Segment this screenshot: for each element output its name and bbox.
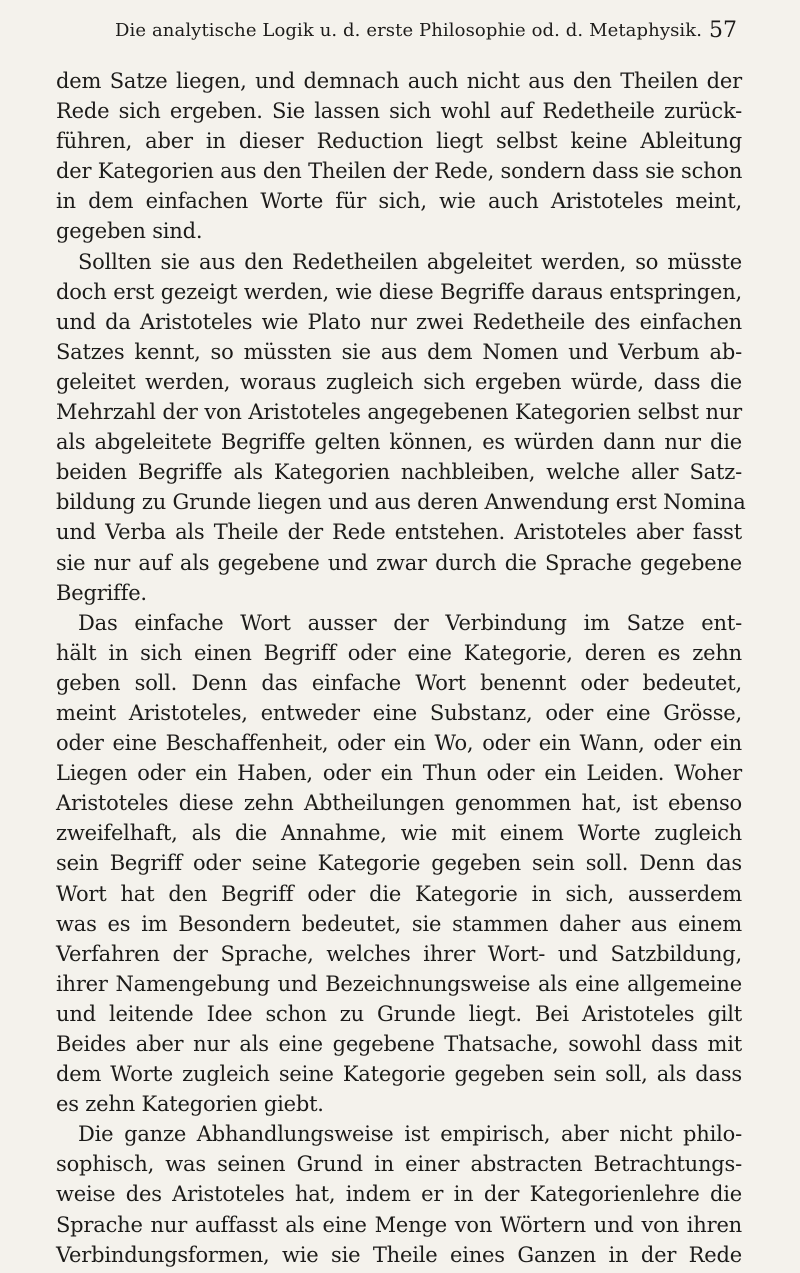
text-line: als abgeleitete Begriffe gelten können, es würden dann nur die	[56, 430, 742, 455]
text-line: Wort hat den Begriff oder die Kategorie in sich, ausserdem	[56, 881, 742, 906]
text-line: es zehn Kategorien giebt.	[56, 1092, 324, 1117]
text-line: Rede sich ergeben. Sie lassen sich wohl auf Redetheile zurück-	[56, 99, 742, 124]
text-line: Beides aber nur als eine gegebene Thatsache, sowohl dass mit	[56, 1032, 742, 1056]
text-line: Sprache nur auffasst als eine Menge von Wörtern und von ihren	[56, 1212, 742, 1237]
text-line: Sollten sie aus den Redetheilen abgeleitet werden, so müsste	[78, 249, 742, 274]
text-line: ihrer Namengebung und Bezeichnungsweise als eine allgemeine	[56, 971, 742, 996]
text-line: und leitende Idee schon zu Grunde liegt. Bei Aristoteles gilt	[56, 1001, 742, 1026]
text-line: sein Begriff oder seine Kategorie gegeben sein soll. Denn das	[56, 851, 742, 876]
text-line: dem Satze liegen, und demnach auch nicht aus den Theilen der	[56, 69, 742, 93]
text-line: Die ganze Abhandlungsweise ist empirisch, aber nicht philo-	[78, 1122, 742, 1147]
text-line: Begriffe.	[56, 580, 147, 605]
text-line: der Kategorien aus den Theilen der Rede, sondern dass sie schon	[56, 159, 743, 184]
text-line: Liegen oder ein Haben, oder ein Thun oder ein Leiden. Woher	[56, 761, 742, 786]
text-line: doch erst gezeigt werden, wie diese Begriffe daraus entspringen,	[56, 279, 742, 304]
text-line: geleitet werden, woraus zugleich sich ergeben würde, dass die	[56, 369, 742, 394]
text-line: sophisch, was seinen Grund in einer abstracten Betrachtungs-	[56, 1152, 742, 1177]
text-line: Das einfache Wort ausser der Verbindung im Satze ent-	[78, 610, 742, 635]
text-line: geben soll. Denn das einfache Wort benennt oder bedeutet,	[56, 670, 742, 695]
text-line: Aristoteles diese zehn Abtheilungen genommen hat, ist ebenso	[56, 791, 742, 816]
text-line: hält in sich einen Begriff oder eine Kategorie, deren es zehn	[56, 640, 742, 665]
text-line: Verbindungsformen, wie sie Theile eines Ganzen in der Rede	[56, 1242, 742, 1267]
text-line: Mehrzahl der von Aristoteles angegebenen Kategorien selbst nur	[56, 400, 742, 425]
running-title: Die analytische Logik u. d. erste Philosophie od. d. Metaphysik.	[115, 20, 703, 41]
text-line: zweifelhaft, als die Annahme, wie mit einem Worte zugleich	[56, 821, 742, 846]
text-line: führen, aber in dieser Reduction liegt selbst keine Ableitung	[56, 129, 742, 154]
text-line: in dem einfachen Worte für sich, wie auch Aristoteles meint,	[56, 189, 742, 214]
text-line: Satzes kennt, so müssten sie aus dem Nomen und Verbum ab-	[56, 339, 742, 364]
text-line: was es im Besondern bedeutet, sie stammen daher aus einem	[56, 911, 742, 936]
text-line: weise des Aristoteles hat, indem er in der Kategorienlehre die	[56, 1182, 742, 1207]
text-line: gegeben sind.	[56, 219, 203, 244]
page-number: 57	[709, 18, 737, 43]
text-line: und da Aristoteles wie Plato nur zwei Redetheile des einfachen	[56, 309, 742, 334]
text-line: oder eine Beschaffenheit, oder ein Wo, oder ein Wann, oder ein	[56, 731, 742, 756]
text-line: dem Worte zugleich seine Kategorie gegeben sein soll, als dass	[56, 1062, 742, 1087]
body-text	[56, 66, 746, 1270]
text-line: sie nur auf als gegebene und zwar durch die Sprache gegebene	[56, 550, 742, 575]
text-line: beiden Begriffe als Kategorien nachbleiben, welche aller Satz-	[56, 460, 742, 485]
page-header	[60, 14, 760, 54]
text-line: und Verba als Theile der Rede entstehen. Aristoteles aber fasst	[56, 520, 742, 545]
text-line: meint Aristoteles, entweder eine Substanz, oder eine Grösse,	[56, 700, 742, 725]
text-line: bildung zu Grunde liegen und aus deren Anwendung erst Nomina	[56, 490, 746, 515]
text-line: Verfahren der Sprache, welches ihrer Wort- und Satzbildung,	[56, 941, 742, 966]
